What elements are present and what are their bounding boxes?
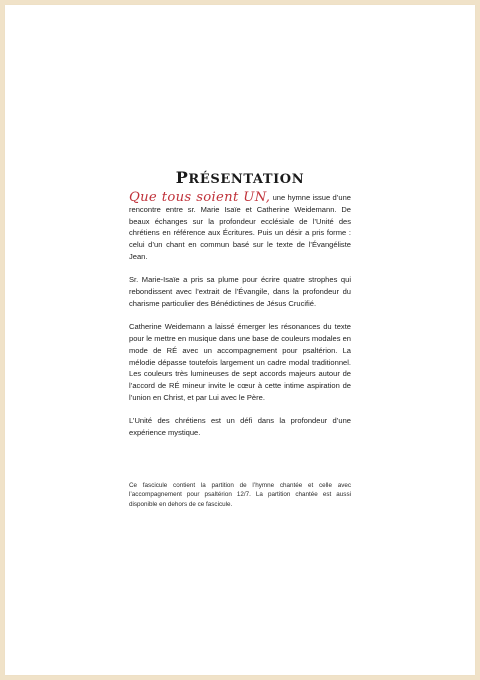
- document-page: [5, 5, 475, 675]
- title-rest: RÉSENTATION: [188, 172, 305, 187]
- paragraph-4: L’Unité des chrétiens est un défi dans la profondeur d’une expérience mystique.: [129, 416, 351, 438]
- paragraph-3: Catherine Weidemann a laissé émerger les résonances du texte pour le mettre en musique dans une base de couleurs modales en mode de RÉ avec un accompagnement pour psaltérion. La mélodie dépasse toutefois largement un cadre modal traditionnel. Les couleurs très lumineuses de sept accords majeurs autour de l’accord de RÉ mineur invite le cœur à cette intime aspiration de l’union en Christ, et par Lui avec le Père.: [129, 322, 351, 402]
- paragraph-2: Sr. Marie-Isaïe a pris sa plume pour écrire quatre strophes qui rebondissent avec l’extrait de l’Évangile, dans la profondeur du charisme particulier des Bénédictines de Jésus Crucifié.: [129, 275, 351, 308]
- lead-title: Que tous soient UN,: [129, 190, 271, 205]
- title-first-letter: P: [175, 168, 189, 187]
- paragraph-1: [129, 192, 351, 263]
- page-title: [5, 168, 475, 187]
- presentation-body: [129, 192, 351, 450]
- paragraph-1-text: une hymne issue d’une rencontre entre sr. Marie Isaïe et Catherine Weidemann. De beaux échanges sur la profondeur ecclésiale de l’Unité des chrétiens en référence aux Écritures. Puis un désir a pris forme : celui d’un chant en commun basé sur le texte de l’Évangéliste Jean.: [129, 193, 351, 261]
- footnote: Ce fascicule contient la partition de l’hymne chantée et celle avec l’accompagnement pour psaltérion 12/7. La partition chantée est aussi disponible en dehors de ce fascicule.: [129, 482, 351, 508]
